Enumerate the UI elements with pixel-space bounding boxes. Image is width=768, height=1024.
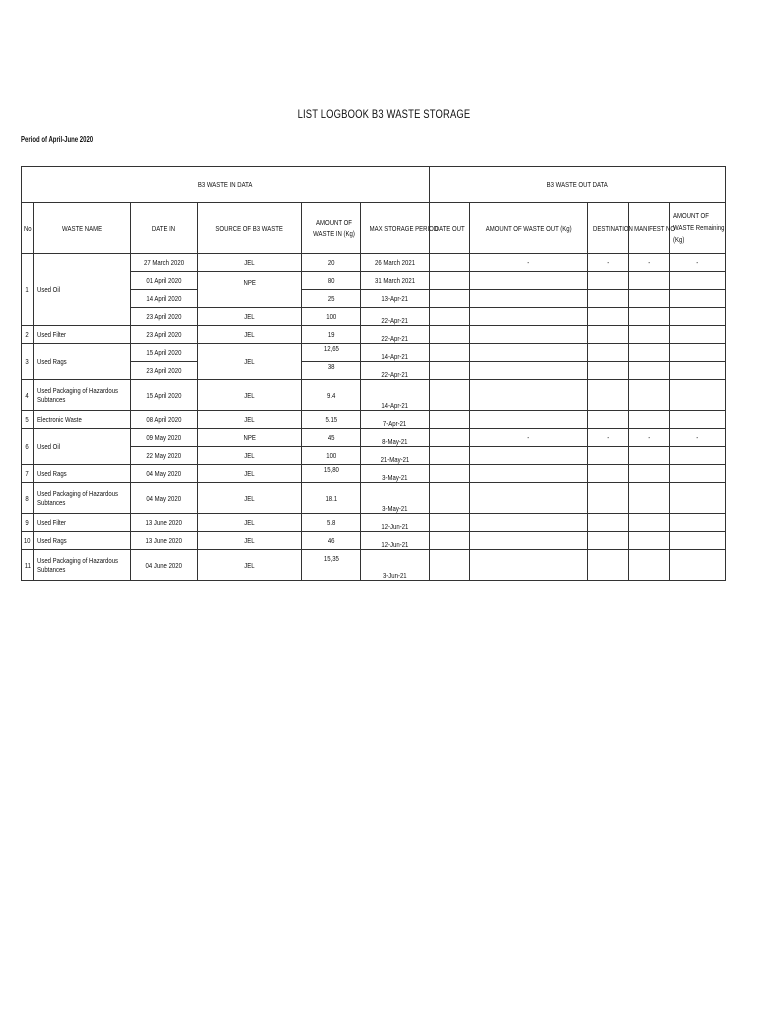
document-title: LIST LOGBOOK B3 WASTE STORAGE [297,109,471,121]
header-date-out: DATE OUT [430,203,470,254]
row-amount-in: 25 [302,290,361,308]
row-date-in: 08 April 2020 [131,411,198,429]
row-amount-in: 19 [302,326,361,344]
row-waste-name: Used Filter [34,514,131,532]
row-amount-in: 9.4 [302,380,361,411]
row-amount-in: 46 [302,532,361,550]
row-max-storage: 26 March 2021 [361,254,430,272]
row-waste-name: Used Filter [34,326,131,344]
section-header-row [22,167,726,203]
row-amount-in: 15,35 [302,550,361,581]
row-max-storage: 3-May-21 [361,465,430,483]
row-date-in: 15 April 2020 [131,380,198,411]
table-row [22,254,726,272]
row-max-storage: 22-Apr-21 [361,308,430,326]
row-max-storage: 22-Apr-21 [361,362,430,380]
row-amount-in: 80 [302,272,361,290]
row-date-in: 04 May 2020 [131,465,198,483]
header-amount-in: AMOUNT OF WASTE IN (Kg) [302,203,361,254]
row-no: 5 [22,411,34,429]
row-max-storage: 3-May-21 [361,483,430,514]
table-row [22,380,726,411]
table-row [22,514,726,532]
row-max-storage: 14-Apr-21 [361,344,430,362]
row-amount-out: - [470,429,588,447]
row-destination: - [588,254,629,272]
row-date-in: 13 June 2020 [131,532,198,550]
row-amount-in: 100 [302,447,361,465]
row-date-out [430,254,470,272]
header-remaining: AMOUNT OF WASTE Remaining (Kg) [670,203,726,254]
row-manifest: - [629,254,670,272]
row-date-in: 23 April 2020 [131,326,198,344]
row-source: JEL [198,550,302,581]
row-amount-in: 45 [302,429,361,447]
table-row [22,326,726,344]
row-date-in: 22 May 2020 [131,447,198,465]
table-row [22,483,726,514]
waste-logbook-table [21,166,726,581]
row-source: JEL [198,447,302,465]
row-amount-in: 12,65 [302,344,361,362]
row-amount-in: 5.8 [302,514,361,532]
row-source: JEL [198,344,302,380]
row-waste-name: Used Rags [34,344,131,380]
row-no: 9 [22,514,34,532]
row-waste-name: Electronic Waste [34,411,131,429]
header-manifest: MANIFEST NO [629,203,670,254]
row-date-in: 15 April 2020 [131,344,198,362]
row-no: 11 [22,550,34,581]
header-max-storage: MAX STORAGE PERIOD [361,203,430,254]
row-no: 4 [22,380,34,411]
row-source: JEL [198,514,302,532]
table-row [22,465,726,483]
row-source: JEL [198,254,302,272]
row-amount-in: 20 [302,254,361,272]
row-waste-name: Used Oil [34,429,131,465]
section-waste-in: B3 WASTE IN DATA [22,167,430,203]
header-no: No [22,203,34,254]
row-no: 3 [22,344,34,380]
row-no: 1 [22,254,34,326]
header-waste-name: WASTE NAME [34,203,131,254]
row-max-storage: 12-Jun-21 [361,532,430,550]
table-row [22,550,726,581]
row-source: JEL [198,532,302,550]
header-source: SOURCE OF B3 WASTE [198,203,302,254]
row-manifest: - [629,429,670,447]
row-max-storage: 22-Apr-21 [361,326,430,344]
row-source: JEL [198,483,302,514]
row-remaining: - [670,254,726,272]
row-max-storage: 13-Apr-21 [361,290,430,308]
row-amount-in: 38 [302,362,361,380]
period-label: Period of April-June 2020 [21,135,94,144]
column-header-row [22,203,726,254]
row-max-storage: 8-May-21 [361,429,430,447]
row-max-storage: 31 March 2021 [361,272,430,290]
row-source: JEL [198,326,302,344]
row-max-storage: 12-Jun-21 [361,514,430,532]
row-source: JEL [198,411,302,429]
table-row [22,532,726,550]
row-date-in: 14 April 2020 [131,290,198,308]
row-source: JEL [198,380,302,411]
row-source: JEL [198,465,302,483]
row-waste-name: Used Oil [34,254,131,326]
row-max-storage: 3-Jun-21 [361,550,430,581]
row-date-in: 13 June 2020 [131,514,198,532]
row-amount-in: 5.15 [302,411,361,429]
row-waste-name: Used Packaging of Hazardous Subtances [34,380,131,411]
header-destination: DESTINATION [588,203,629,254]
row-amount-in: 15,80 [302,465,361,483]
row-date-in: 23 April 2020 [131,362,198,380]
row-max-storage: 21-May-21 [361,447,430,465]
row-source: NPE [198,429,302,447]
row-amount-in: 18.1 [302,483,361,514]
row-date-in: 23 April 2020 [131,308,198,326]
section-waste-out: B3 WASTE OUT DATA [430,167,726,203]
table-row [22,429,726,447]
row-no: 7 [22,465,34,483]
row-no: 6 [22,429,34,465]
row-date-in: 04 June 2020 [131,550,198,581]
row-source: NPE [198,272,302,308]
row-date-in: 27 March 2020 [131,254,198,272]
row-remaining: - [670,429,726,447]
table-row [22,411,726,429]
header-amount-out: AMOUNT OF WASTE OUT (Kg) [470,203,588,254]
header-date-in: DATE IN [131,203,198,254]
row-amount-in: 100 [302,308,361,326]
row-date-in: 04 May 2020 [131,483,198,514]
row-no: 10 [22,532,34,550]
row-waste-name: Used Rags [34,532,131,550]
row-waste-name: Used Rags [34,465,131,483]
row-max-storage: 14-Apr-21 [361,380,430,411]
row-source: JEL [198,308,302,326]
row-no: 2 [22,326,34,344]
row-date-in: 01 April 2020 [131,272,198,290]
row-date-out [430,429,470,447]
row-destination: - [588,429,629,447]
row-no: 8 [22,483,34,514]
row-waste-name: Used Packaging of Hazardous Subtances [34,550,131,581]
row-max-storage: 7-Apr-21 [361,411,430,429]
table-row [22,344,726,362]
row-amount-out: - [470,254,588,272]
row-date-in: 09 May 2020 [131,429,198,447]
row-waste-name: Used Packaging of Hazardous Subtances [34,483,131,514]
